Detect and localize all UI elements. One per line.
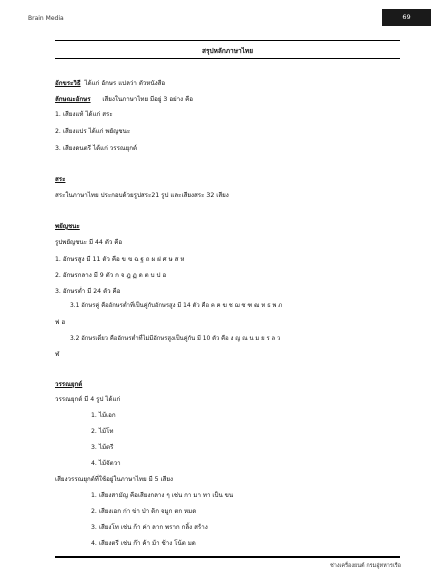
line-phonetics — [55, 96, 193, 104]
page-number: 69 — [382, 9, 431, 26]
list-item: 3. เสียงโท เช่น ก้า ค่า ลาก พราก กลิ้ง สร้าง — [91, 524, 208, 531]
list-item: 1. เสียงสามัญ คือเสียงกลาง ๆ เช่น กา มา ทา เป็น ขน — [91, 492, 234, 499]
list-item: 2. เสียงแปร ได้แก่ พยัญชนะ — [55, 128, 131, 135]
section-heading: ลักษณะอักษร — [55, 96, 91, 103]
list-item: 2. อักษรกลาง มี 9 ตัว ก จ ฎ ฏ ด ต บ ป อ — [55, 272, 167, 279]
term-definition: ได้แก่ อักษร แปลว่า ตัวหนังสือ — [84, 80, 166, 87]
header-brand: Brain Media — [28, 15, 64, 22]
list-item: 2. ไม้โท — [91, 428, 114, 435]
line-intro — [55, 80, 165, 88]
section-heading: พยัญชนะ — [55, 223, 80, 230]
list-item: 4. เสียงตรี เช่น ก๊า ค้า ม้า ช้าง โน้ต มด — [91, 540, 196, 547]
title-top-rule — [55, 40, 400, 41]
list-item: 3. ไม้ตรี — [91, 444, 114, 451]
list-item: 1. เสียงแท้ ได้แก่ สระ — [55, 111, 113, 118]
list-item: 1. ไม้เอก — [91, 412, 116, 419]
list-item: 4. ไม้จัตวา — [91, 460, 121, 467]
list-item: 1. อักษรสูง มี 11 ตัว คือ ข ฃ ฉ ฐ ถ ผ ฝ ศ ษ ส ห — [55, 256, 185, 263]
title-bottom-rule — [55, 58, 400, 59]
term-label: อักขระวิธี — [55, 80, 81, 87]
section-heading: สระ — [55, 176, 66, 183]
section-text: เสียงในภาษาไทย มีอยู่ 3 อย่าง คือ — [102, 96, 193, 103]
list-item: 2. เสียงเอก ก่า ข่า ป่า ดิก จมูก ตก หมด — [91, 508, 197, 515]
paragraph: วรรณยุกต์ มี 4 รูป ได้แก่ — [55, 396, 121, 403]
list-item-continued: ฬ — [55, 351, 60, 358]
paragraph: รูปพยัญชนะ มี 44 ตัว คือ — [55, 239, 123, 246]
paragraph: เสียงวรรณยุกต์ที่ใช้อยู่ในภาษาไทย มี 5 เสียง — [55, 476, 174, 483]
footer-rule — [55, 556, 400, 558]
list-item: 3. อักษรต่ำ มี 24 ตัว คือ — [55, 288, 121, 295]
paragraph: สระในภาษาไทย ประกอบด้วยรูปสระ21 รูป และเสียงสระ 32 เสียง — [55, 192, 229, 199]
section-heading: วรรณยุกต์ — [55, 381, 83, 388]
list-item: 3. เสียงดนตรี ได้แก่ วรรณยุกต์ — [55, 145, 138, 152]
page-title: สรุปหลักภาษาไทย — [201, 47, 254, 55]
list-item-continued: ฟ ฮ — [55, 319, 66, 326]
list-item: 3.2 อักษรเดี่ยว คืออักษรต่ำที่ไม่มีอักษรสูงเป็นคู่กัน มี 10 ตัว คือ ง ญ ณ น ม ย ร ล ว — [70, 336, 281, 342]
footer-text: ช่างเครื่องยนต์ กรมอู่ทหารเรือ — [330, 563, 401, 569]
list-item: 3.1 อักษรคู่ คืออักษรต่ำที่เป็นคู่กับอักษรสูง มี 14 ตัว คือ ค ฅ ฆ ช ฌ ซ ฑ ฒ ท ธ พ ภ — [70, 303, 283, 309]
